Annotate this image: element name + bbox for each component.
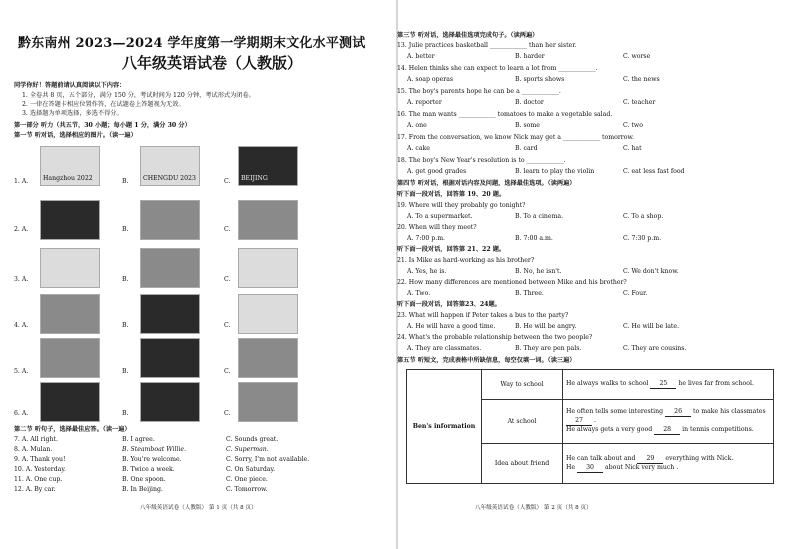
option-label: B. [122, 178, 129, 185]
option-b: B. You're welcome. [122, 456, 182, 463]
option-c: C. two [623, 122, 643, 129]
notice-line: 2. 一律在答题卡相应位置作答，在试题卷上答题视为无效。 [22, 101, 185, 108]
option-label: C. [224, 226, 231, 233]
notice-heading: 同学你好！答题前请认真阅读以下内容： [14, 82, 126, 89]
option-image-a [40, 294, 100, 334]
option-image-b [140, 382, 200, 422]
option-a: A. 7:00 p.m. [407, 235, 446, 242]
blank-27[interactable]: 27 [566, 417, 592, 426]
question-15: 15. The boy's parents hope he can be a ____________. [397, 88, 561, 95]
option-b: B. card [515, 145, 538, 152]
option-c: C. the news [623, 76, 660, 83]
option-label: B. [122, 368, 129, 375]
option-c: C. Superman. [226, 446, 269, 453]
option-b: B. I agree. [122, 436, 155, 443]
option-a: A. better [407, 53, 435, 60]
row-content-friend: He can talk about and 29 everything with Nick. He 30 about Nick very much . [563, 444, 774, 484]
option-label: C. [224, 410, 231, 417]
option-label: C. [224, 322, 231, 329]
section5-heading: 第五节 听短文，完成表格中所缺信息，每空仅填一词。（读三遍） [397, 357, 576, 364]
question-number: 2. A. [14, 226, 29, 233]
exam-title: 黔东南州 2023—2024 学年度第一学期期末文化水平测试 [18, 36, 366, 51]
section3-heading: 第三节 听对话，选择最佳选项完成句子。（读两遍） [397, 32, 539, 39]
option-image-a [40, 200, 100, 240]
option-image-a [40, 248, 100, 288]
option-c: C. He will be late. [623, 323, 680, 330]
question-19: 19. Where will they probably go tonight? [397, 202, 526, 209]
option-image-a: Hangzhou 2022 [40, 146, 100, 186]
blank-26[interactable]: 26 [665, 408, 691, 417]
option-b: B. sports shows [515, 76, 565, 83]
dialogue-heading: 听下面一段对话，回答第23、24题。 [397, 301, 501, 308]
option-image-b [140, 294, 200, 334]
question-20: 20. When will they meet? [397, 224, 477, 231]
option-a: A. soap operas [407, 76, 454, 83]
option-c: C. worse [623, 53, 651, 60]
option-a: A. Yes, he is. [407, 268, 447, 275]
option-c: C. Four. [623, 290, 648, 297]
option-label: C. [224, 178, 231, 185]
question-number: 4. A. [14, 322, 29, 329]
option-label: B. [122, 276, 129, 283]
option-b: B. In Beijing. [122, 486, 163, 493]
notice-line: 1. 全卷共 8 页，五个部分，满分 150 分，考试时间为 120 分钟，考试形式为闭卷。 [22, 92, 255, 99]
option-image-c: BEIJING [238, 146, 298, 186]
option-b: B. doctor [515, 99, 544, 106]
option-label: C. [224, 276, 231, 283]
question-24: 24. What's the probable relationship between the two people? [397, 334, 593, 341]
question-14: 14. Helen thinks she can expect to learn a lot from ____________. [397, 65, 598, 72]
option-image-b: CHENGDU 2023 [140, 146, 200, 186]
option-image-c [238, 200, 298, 240]
row-content-way: He always walks to school 25 he lives far from school. [563, 370, 774, 400]
question-18: 18. The boy's New Year's resolution is to ____________. [397, 157, 566, 164]
option-b: B. Three. [515, 290, 544, 297]
option-b: B. Twice a week. [122, 466, 175, 473]
option-a: A. cake [407, 145, 430, 152]
question-number: 3. A. [14, 276, 29, 283]
option-image-b [140, 248, 200, 288]
question-13: 13. Julie practices basketball ____________ than her sister. [397, 42, 577, 49]
part1-heading: 第一部分 听力（共五节，30 小题；每小题 1 分，满分 30 分） [14, 122, 191, 129]
option-c: C. Tomorrow. [226, 486, 268, 493]
table-label: Ben's information [407, 370, 482, 484]
option-b: B. They are pen pals. [515, 345, 582, 352]
option-c: C. To a shop. [623, 213, 664, 220]
option-b: B. He will be angry. [515, 323, 577, 330]
option-a: A. get good grades [407, 168, 467, 175]
dialogue-heading: 听下面一段对话，回答第 21、22 题。 [397, 246, 506, 253]
option-image-c [238, 294, 298, 334]
option-image-a [40, 382, 100, 422]
option-image-b [140, 200, 200, 240]
option-label: B. [122, 322, 129, 329]
question-23: 23. What will happen if Peter takes a bus to the party? [397, 312, 569, 319]
option-label: B. [122, 410, 129, 417]
option-b: B. One spoon. [122, 476, 166, 483]
row-content-school: He often tells some interesting 26 to make his classmates 27 . He always gets a very good 28 in tennis competitions. [563, 400, 774, 444]
option-c: C. We don't know. [623, 268, 679, 275]
question-number: 5. A. [14, 368, 29, 375]
question-number: 1. A. [14, 178, 29, 185]
option-a: A. one [407, 122, 427, 129]
option-image-c [238, 248, 298, 288]
option-c: C. One piece. [226, 476, 268, 483]
question-12: 12. A. By car. [14, 486, 56, 493]
option-c: C. Sounds great. [226, 436, 279, 443]
blank-29[interactable]: 29 [637, 455, 663, 464]
question-9: 9. A. Thank you! [14, 456, 66, 463]
option-b: B. harder [515, 53, 545, 60]
section2-heading: 第二节 听句子，选择最佳应答。（读一遍） [14, 426, 131, 433]
question-22: 22. How many differences are mentioned between Mike and his brother? [397, 279, 627, 286]
section1-heading: 第一节 听对话，选择相应的图片。（读一遍） [14, 132, 137, 139]
option-a: A. To a supermarket. [407, 213, 473, 220]
blank-30[interactable]: 30 [577, 464, 603, 473]
option-c: C. On Saturday. [226, 466, 276, 473]
row-head-way: Way to school [482, 370, 563, 400]
option-label: C. [224, 368, 231, 375]
option-c: C. teacher [623, 99, 656, 106]
option-image-c [238, 382, 298, 422]
option-b: B. Steamboat Willie. [122, 446, 187, 453]
notice-line: 3. 选择题为单项选择，多选不得分。 [22, 110, 123, 117]
option-c: C. They are cousins. [623, 345, 687, 352]
row-head-school: At school [482, 400, 563, 444]
question-16: 16. The man wants ____________ tomatoes to make a vegetable salad. [397, 111, 613, 118]
option-c: C. eat less fast food [623, 168, 685, 175]
question-11: 11. A. One cup. [14, 476, 63, 483]
row-head-friend: Idea about friend [482, 444, 563, 484]
option-c: C. hat [623, 145, 642, 152]
ben-information-table [406, 369, 774, 484]
option-a: A. They are classmates. [407, 345, 482, 352]
page-footer: 八年级英语试卷（人教版） 第 2 页（共 8 页） [475, 505, 592, 511]
question-number: 6. A. [14, 410, 29, 417]
section4-heading: 第四节 听对话，根据对话内容及问题，选择最佳选项。（读两遍） [397, 180, 576, 187]
option-b: B. To a cinema. [515, 213, 564, 220]
exam-subtitle: 八年级英语试卷（人教版） [122, 54, 303, 72]
option-b: B. 7:00 a.m. [515, 235, 553, 242]
question-21: 21. Is Mike as hard-working as his brother? [397, 257, 535, 264]
option-a: A. He will have a good time. [407, 323, 496, 330]
question-10: 10. A. Yesterday. [14, 466, 66, 473]
option-label: B. [122, 226, 129, 233]
page-footer: 八年级英语试卷（人教版） 第 1 页（共 8 页） [140, 505, 257, 511]
option-b: B. some [515, 122, 540, 129]
question-7: 7. A. All right. [14, 436, 59, 443]
blank-25[interactable]: 25 [650, 380, 676, 389]
option-b: B. learn to play the violin [515, 168, 595, 175]
question-8: 8. A. Mulan. [14, 446, 53, 453]
option-image-b [140, 338, 200, 378]
option-b: B. No, he isn't. [515, 268, 562, 275]
option-c: C. 7:30 p.m. [623, 235, 662, 242]
option-c: C. Sorry, I'm not available. [226, 456, 310, 463]
option-image-a [40, 338, 100, 378]
dialogue-heading: 听下面一段对话，回答第 19、20 题。 [397, 191, 506, 198]
option-image-c [238, 338, 298, 378]
blank-28[interactable]: 28 [654, 426, 680, 435]
question-17: 17. From the conversation, we know Nick may get a ____________ tomorrow. [397, 134, 635, 141]
option-a: A. reporter [407, 99, 442, 106]
option-a: A. Two. [407, 290, 431, 297]
